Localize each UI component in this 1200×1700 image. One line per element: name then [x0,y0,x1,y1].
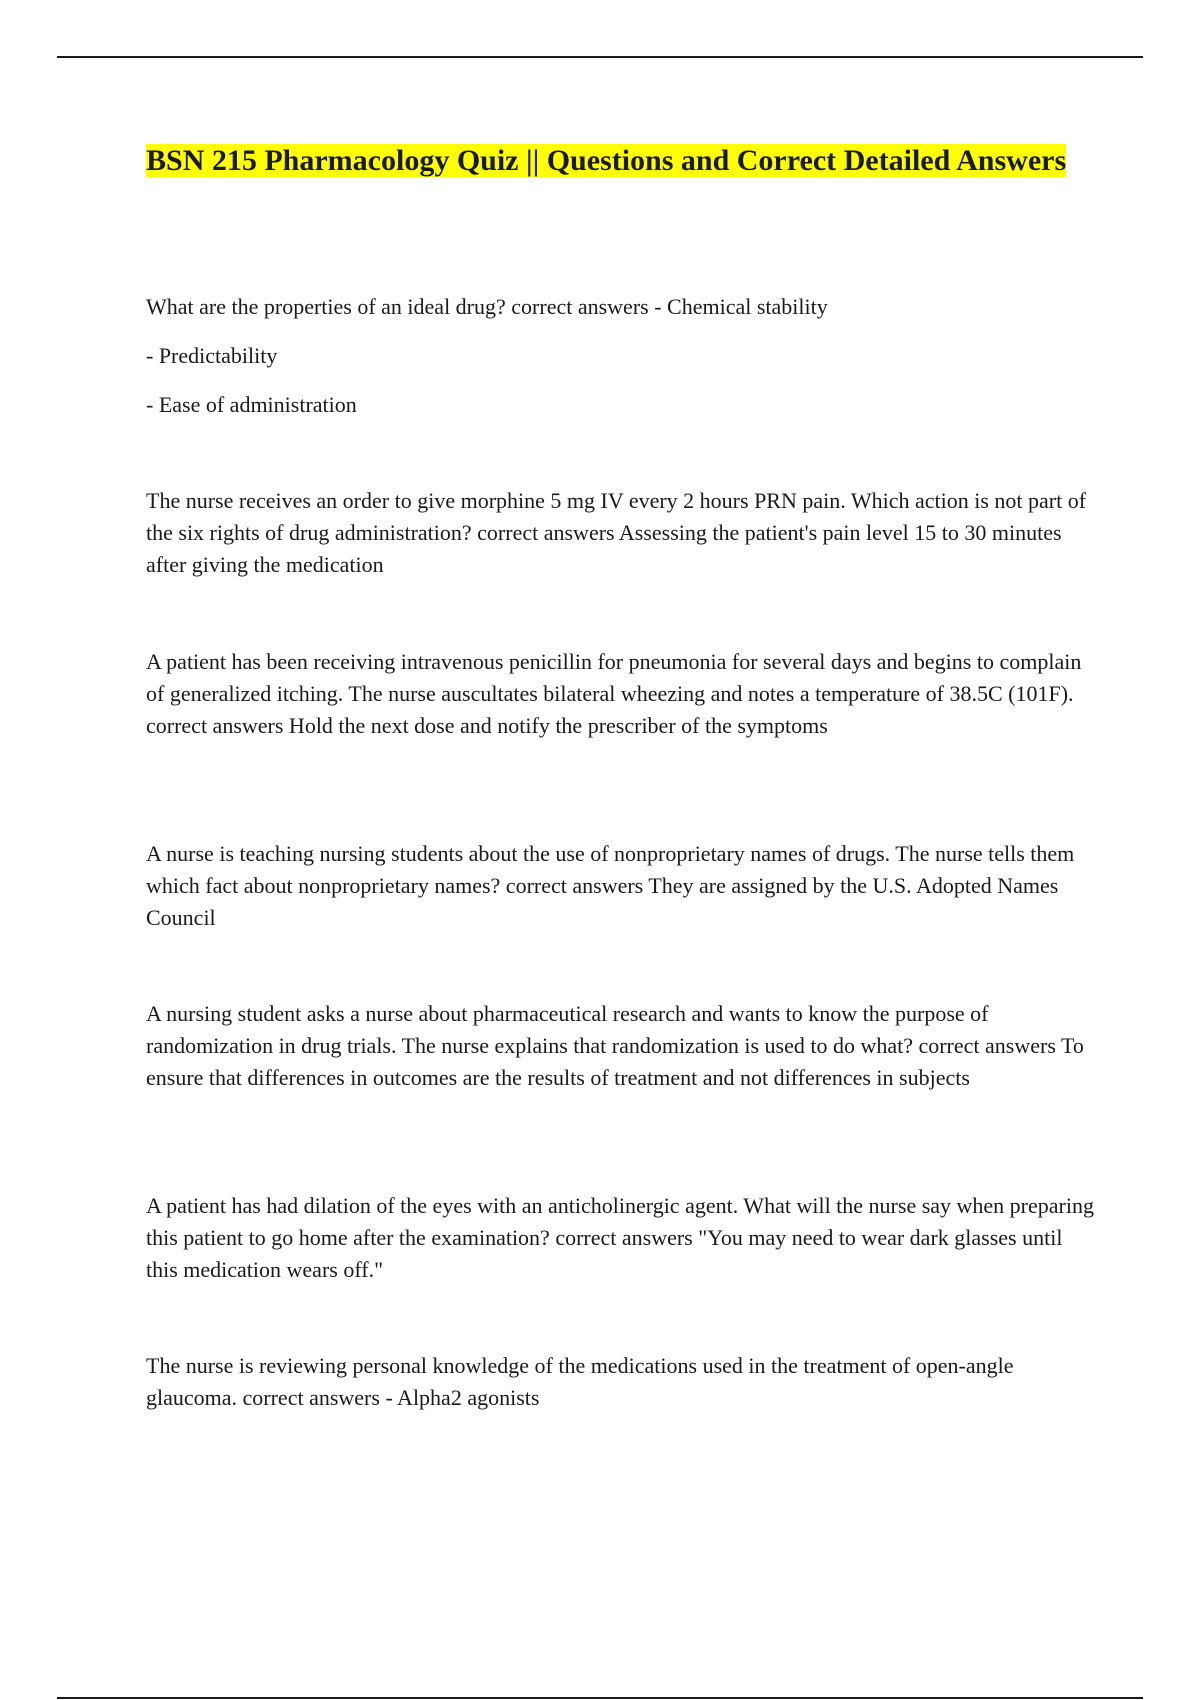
document-body [146,140,1096,1410]
qa-item-1-answer-3: - Ease of administration [146,392,357,417]
document-title [146,140,1096,181]
qa-item-1-answer-2: - Predictability [146,343,278,368]
qa-item-5: A nursing student asks a nurse about pharmaceutical research and wants to know the purpose of randomization in drug trials. The nurse explains that randomization is used to do what? correct answers To ensure that differences in outcomes are the results of treatment and not differences in subjects [146,1001,1084,1090]
qa-item-4: A nurse is teaching nursing students about the use of nonproprietary names of drugs. The nurse tells them which fact about nonproprietary names? correct answers They are assigned by the U.S. Adopted Names Council [146,841,1075,930]
qa-item-7: The nurse is reviewing personal knowledge of the medications used in the treatment of open-angle glaucoma. correct answers - Alpha2 agonists [146,1353,1014,1410]
qa-item-2: The nurse receives an order to give morphine 5 mg IV every 2 hours PRN pain. Which action is not part of the six rights of drug administration? correct answers Assessing the patient's pain level 15 to 30 minutes after giving the medication [146,488,1087,577]
bottom-rule [57,1697,1143,1699]
top-rule [57,56,1143,58]
title-highlight: BSN 215 Pharmacology Quiz || Questions and Correct Detailed Answers [146,144,1067,177]
qa-item-3: A patient has been receiving intravenous penicillin for pneumonia for several days and begins to complain of generalized itching. The nurse auscultates bilateral wheezing and notes a temperature of 38.5C (101F). correct answers Hold the next dose and notify the prescriber of the symptoms [146,649,1082,738]
qa-item-6: A patient has had dilation of the eyes with an anticholinergic agent. What will the nurse say when preparing this patient to go home after the examination? correct answers "You may need to wear dark glasses until this medication wears off." [146,1193,1094,1282]
qa-item-1-question: What are the properties of an ideal drug? correct answers - Chemical stability [146,294,828,319]
qa-item-1 [146,291,1096,438]
